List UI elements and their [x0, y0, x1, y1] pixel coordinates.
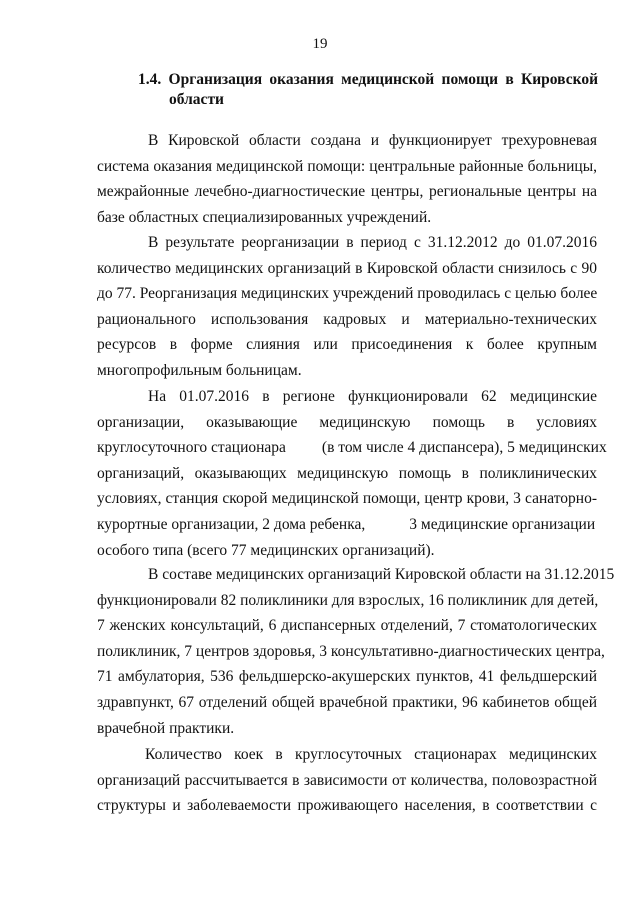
paragraph-line: 7 женских консультаций, 6 диспансерных отделений, 7 стоматологических	[97, 617, 597, 635]
paragraph-line: В результате реорганизации в период с 31.12.2012 до 01.07.2016	[148, 234, 597, 251]
paragraph-line: межрайонные лечебно-диагностические центры, региональные центры на	[97, 183, 597, 201]
paragraph-line: здравпункт, 67 отделений общей врачебной практики, 96 кабинетов общей	[97, 693, 597, 711]
paragraph-4	[97, 562, 615, 741]
section-heading	[138, 70, 598, 110]
paragraph-line: условиях, станция скорой медицинской помощи, центр крови, 3 санаторно-	[97, 490, 597, 508]
paragraph-line: организаций, оказывающих медицинскую помощь в поликлинических	[97, 464, 597, 482]
paragraph-line: 71 амбулатория, 536 фельдшерско-акушерских пунктов, 41 фельдшерский	[97, 668, 597, 686]
paragraph-line: ресурсов в форме слияния или присоединения к более крупным	[97, 336, 597, 354]
paragraph-2	[97, 230, 597, 384]
paragraph-line: В Кировской области создана и функционирует трехуровневая	[148, 132, 597, 149]
page-number: 19	[312, 36, 328, 52]
paragraph-line: система оказания медицинской помощи: центральные районные больницы,	[97, 157, 597, 175]
paragraph-line: количество медицинских организаций в Кировской области снизилось с 90	[97, 259, 597, 277]
paragraph-line: до 77. Реорганизация медицинских учреждений проводилась с целью более	[97, 285, 598, 303]
paragraph-line: базе областных специализированных учреждений.	[97, 208, 432, 226]
paragraph-fragment: круглосуточного стационара	[97, 439, 286, 457]
paragraph-line: функционировали 82 поликлиники для взрослых, 16 поликлиник для детей,	[97, 591, 599, 609]
paragraph-fragment: 3 медицинские организации	[409, 515, 596, 533]
paragraph-line	[97, 512, 597, 538]
paragraph-line: В составе медицинских организаций Кировской области на 31.12.2015	[148, 566, 615, 583]
section-heading-line-2: области	[169, 91, 224, 108]
paragraph-line: структуры и заболеваемости проживающего населения, в соответствии с	[97, 797, 597, 815]
paragraph-fragment: (в том числе 4 диспансера), 5 медицинских	[321, 439, 607, 457]
paragraph-3	[97, 384, 607, 563]
paragraph-line: организаций рассчитывается в зависимости от количества, половозрастной	[97, 771, 597, 789]
paragraph-line: рационального использования кадровых и материально-технических	[97, 310, 597, 328]
paragraph-line: Количество коек в круглосуточных стационарах медицинских	[145, 746, 597, 763]
paragraph-line	[97, 435, 607, 461]
paragraph-5	[97, 742, 597, 819]
paragraph-line: поликлиник, 7 центров здоровья, 3 консультативно-диагностических центра,	[97, 642, 605, 660]
paragraph-line: организации, оказывающие медицинскую помощь в условиях	[97, 413, 597, 431]
paragraph-line: врачебной практики.	[97, 719, 235, 737]
paragraph-line: особого типа (всего 77 медицинских организаций).	[97, 541, 435, 559]
paragraph-line: многопрофильным больницам.	[97, 361, 302, 379]
paragraph-line: На 01.07.2016 в регионе функционировали 62 медицинские	[148, 388, 597, 405]
paragraph-1	[97, 128, 597, 230]
paragraph-fragment: курортные организации, 2 дома ребенка,	[97, 515, 366, 533]
section-heading-line-1: 1.4. Организация оказания медицинской помощи в Кировской	[138, 71, 598, 88]
